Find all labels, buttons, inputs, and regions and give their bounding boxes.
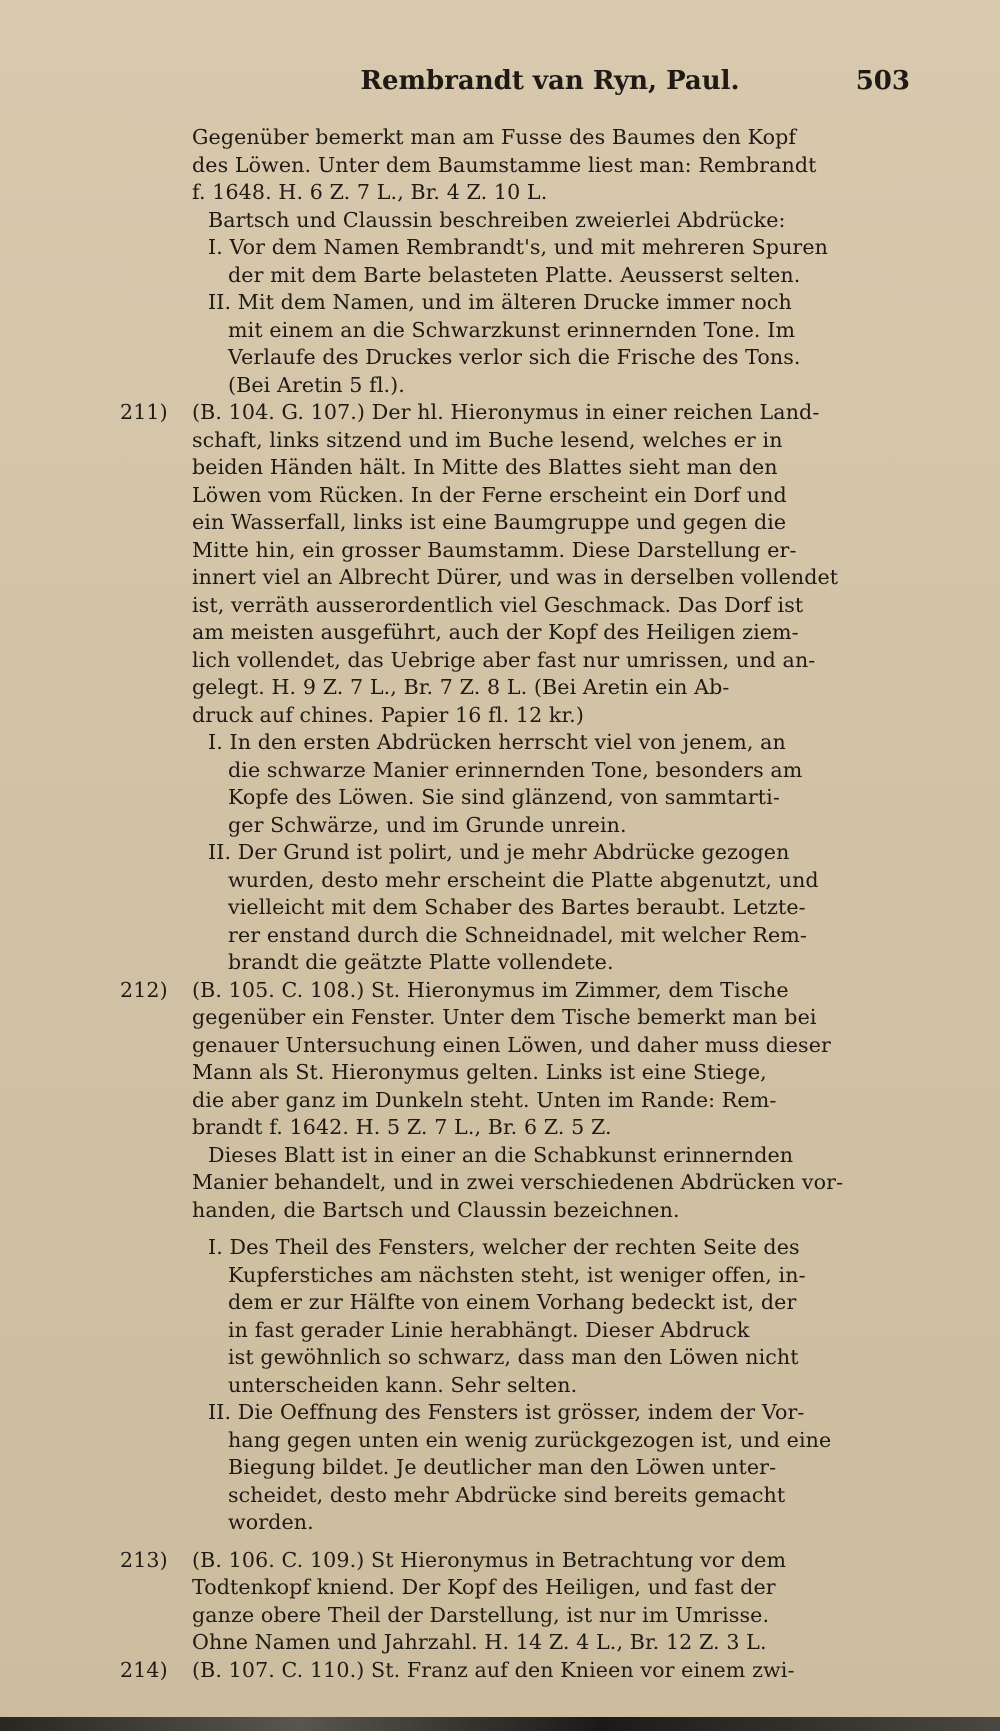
line-text: Bartsch und Claussin beschreiben zweierlei Abdrücke: xyxy=(208,207,786,232)
line-text: in fast gerader Linie herabhängt. Dieser Abdruck xyxy=(228,1317,750,1342)
line-text: unterscheiden kann. Sehr selten. xyxy=(228,1372,578,1397)
text-line xyxy=(128,784,924,812)
text-line xyxy=(128,1087,924,1115)
text-line xyxy=(128,1289,924,1317)
text-line xyxy=(128,1317,924,1345)
text-line xyxy=(128,894,924,922)
text-line xyxy=(128,564,924,592)
running-header xyxy=(190,66,910,106)
text-line xyxy=(128,1427,924,1455)
line-text: I. In den ersten Abdrücken herrscht viel von jenem, an xyxy=(208,730,786,754)
entry-number: 214) xyxy=(120,1657,168,1682)
line-text: Ohne Namen und Jahrzahl. H. 14 Z. 4 L., Br. 12 Z. 3 L. xyxy=(192,1630,767,1654)
text-line xyxy=(128,812,924,840)
text-line xyxy=(128,179,924,207)
text-line xyxy=(128,344,924,372)
line-text: f. 1648. H. 6 Z. 7 L., Br. 4 Z. 10 L. xyxy=(192,180,548,204)
text-line xyxy=(128,537,924,565)
line-text: ganze obere Theil der Darstellung, ist nur im Umrisse. xyxy=(192,1602,770,1627)
line-text: (Bei Aretin 5 fl.). xyxy=(228,372,405,397)
line-text: brandt die geätzte Platte vollendete. xyxy=(228,950,614,974)
text-line xyxy=(128,1234,924,1262)
line-text: Mann als St. Hieronymus gelten. Links ist eine Stiege, xyxy=(192,1060,767,1084)
text-line xyxy=(128,619,924,647)
line-text: brandt f. 1642. H. 5 Z. 7 L., Br. 6 Z. 5 Z. xyxy=(192,1115,612,1139)
line-text: innert viel an Albrecht Dürer, und was in derselben vollendet xyxy=(192,565,839,589)
line-text: die aber ganz im Dunkeln steht. Unten im Rande: Rem- xyxy=(192,1087,777,1112)
text-line xyxy=(128,1629,924,1657)
line-text: dem er zur Hälfte von einem Vorhang bedeckt ist, der xyxy=(228,1290,797,1314)
line-text: rer enstand durch die Schneidnadel, mit welcher Rem- xyxy=(228,922,807,947)
text-line xyxy=(128,124,924,152)
line-text: Löwen vom Rücken. In der Ferne erscheint ein Dorf und xyxy=(192,482,787,507)
line-text: (B. 107. C. 110.) St. Franz auf den Knieen vor einem zwi- xyxy=(192,1657,795,1682)
text-line xyxy=(120,399,924,427)
text-line xyxy=(128,839,924,867)
text-line xyxy=(128,702,924,730)
line-text: lich vollendet, das Uebrige aber fast nur umrissen, und an- xyxy=(192,647,816,672)
line-text: wurden, desto mehr erscheint die Platte abgenutzt, und xyxy=(228,867,819,892)
text-line xyxy=(128,1004,924,1032)
line-text: II. Mit dem Namen, und im älteren Drucke immer noch xyxy=(208,290,792,314)
text-line xyxy=(128,1482,924,1510)
text-line xyxy=(128,647,924,675)
line-text: worden. xyxy=(228,1510,314,1534)
text-line xyxy=(128,1197,924,1225)
text-line xyxy=(128,234,924,262)
line-text: Verlaufe des Druckes verlor sich die Frische des Tons. xyxy=(228,345,801,369)
line-text: handen, die Bartsch und Claussin bezeichnen. xyxy=(192,1197,680,1222)
text-line xyxy=(128,152,924,180)
paragraph-gap xyxy=(128,1537,924,1547)
text-line xyxy=(120,1657,924,1685)
text-line xyxy=(128,427,924,455)
text-line xyxy=(128,372,924,400)
text-line xyxy=(128,949,924,977)
text-line xyxy=(128,1262,924,1290)
line-text: Manier behandelt, und in zwei verschiedenen Abdrücken vor- xyxy=(192,1170,844,1194)
text-line xyxy=(128,262,924,290)
line-text: beiden Händen hält. In Mitte des Blattes sieht man den xyxy=(192,455,778,479)
text-line xyxy=(128,317,924,345)
paragraph-gap xyxy=(128,1224,924,1234)
text-line xyxy=(128,1372,924,1400)
text-line xyxy=(128,207,924,235)
line-text: vielleicht mit dem Schaber des Bartes beraubt. Letzte- xyxy=(228,895,806,919)
text-line xyxy=(128,867,924,895)
line-text: II. Der Grund ist polirt, und je mehr Abdrücke gezogen xyxy=(208,840,790,864)
text-line xyxy=(128,592,924,620)
entry-number: 211) xyxy=(120,400,168,424)
text-line xyxy=(128,729,924,757)
line-text: genauer Untersuchung einen Löwen, und daher muss dieser xyxy=(192,1032,831,1057)
page-text xyxy=(120,124,924,1684)
line-text: hang gegen unten ein wenig zurückgezogen ist, und eine xyxy=(228,1427,832,1452)
text-line xyxy=(128,509,924,537)
text-line xyxy=(120,1547,924,1575)
text-line xyxy=(128,1454,924,1482)
line-text: scheidet, desto mehr Abdrücke sind bereits gemacht xyxy=(228,1482,786,1507)
line-text: Dieses Blatt ist in einer an die Schabkunst erinnernden xyxy=(208,1142,794,1167)
text-line xyxy=(128,1399,924,1427)
text-line xyxy=(128,454,924,482)
line-text: ger Schwärze, und im Grunde unrein. xyxy=(228,812,627,837)
line-text: druck auf chines. Papier 16 fl. 12 kr.) xyxy=(192,702,584,727)
line-text: Todtenkopf kniend. Der Kopf des Heiligen, und fast der xyxy=(192,1575,776,1599)
entry-number: 213) xyxy=(120,1547,168,1572)
text-line xyxy=(128,1169,924,1197)
line-text: des Löwen. Unter dem Baumstamme liest man: Rembrandt xyxy=(192,152,817,177)
text-line xyxy=(128,1142,924,1170)
line-text: Gegenüber bemerkt man am Fusse des Baumes den Kopf xyxy=(192,125,797,149)
line-text: I. Vor dem Namen Rembrandt's, und mit mehreren Spuren xyxy=(208,235,829,259)
text-line xyxy=(128,1602,924,1630)
line-text: schaft, links sitzend und im Buche lesend, welches er in xyxy=(192,427,783,452)
line-text: (B. 105. C. 108.) St. Hieronymus im Zimmer, dem Tische xyxy=(192,977,789,1002)
text-line xyxy=(128,1032,924,1060)
text-line xyxy=(128,1114,924,1142)
line-text: die schwarze Manier erinnernden Tone, besonders am xyxy=(228,757,803,782)
text-line xyxy=(128,674,924,702)
text-line xyxy=(120,977,924,1005)
line-text: I. Des Theil des Fensters, welcher der rechten Seite des xyxy=(208,1235,800,1259)
line-text: gegenüber ein Fenster. Unter dem Tische bemerkt man bei xyxy=(192,1005,817,1029)
line-text: ein Wasserfall, links ist eine Baumgruppe und gegen die xyxy=(192,510,787,534)
line-text: ist, verräth ausserordentlich viel Geschmack. Das Dorf ist xyxy=(192,592,804,617)
line-text: mit einem an die Schwarzkunst erinnernden Tone. Im xyxy=(228,317,796,342)
page-number: 503 xyxy=(855,66,910,96)
text-line xyxy=(128,1509,924,1537)
entry-number: 212) xyxy=(120,977,168,1002)
text-line xyxy=(128,1344,924,1372)
text-line xyxy=(128,922,924,950)
line-text: Kopfe des Löwen. Sie sind glänzend, von sammtarti- xyxy=(228,785,780,809)
running-title: Rembrandt van Ryn, Paul. xyxy=(360,66,740,96)
line-text: der mit dem Barte belasteten Platte. Aeusserst selten. xyxy=(228,262,801,287)
text-line xyxy=(128,757,924,785)
line-text: Kupferstiches am nächsten steht, ist weniger offen, in- xyxy=(228,1262,806,1287)
line-text: (B. 104. G. 107.) Der hl. Hieronymus in einer reichen Land- xyxy=(192,400,820,424)
text-line xyxy=(128,1059,924,1087)
text-line xyxy=(128,482,924,510)
line-text: am meisten ausgeführt, auch der Kopf des Heiligen ziem- xyxy=(192,620,799,644)
text-line xyxy=(128,289,924,317)
line-text: Biegung bildet. Je deutlicher man den Löwen unter- xyxy=(228,1455,777,1479)
line-text: gelegt. H. 9 Z. 7 L., Br. 7 Z. 8 L. (Bei Aretin ein Ab- xyxy=(192,675,730,699)
line-text: Mitte hin, ein grosser Baumstamm. Diese Darstellung er- xyxy=(192,537,797,562)
line-text: II. Die Oeffnung des Fensters ist grösser, indem der Vor- xyxy=(208,1400,805,1424)
text-line xyxy=(128,1574,924,1602)
line-text: ist gewöhnlich so schwarz, dass man den Löwen nicht xyxy=(228,1345,799,1369)
line-text: (B. 106. C. 109.) St Hieronymus in Betrachtung vor dem xyxy=(192,1547,787,1572)
